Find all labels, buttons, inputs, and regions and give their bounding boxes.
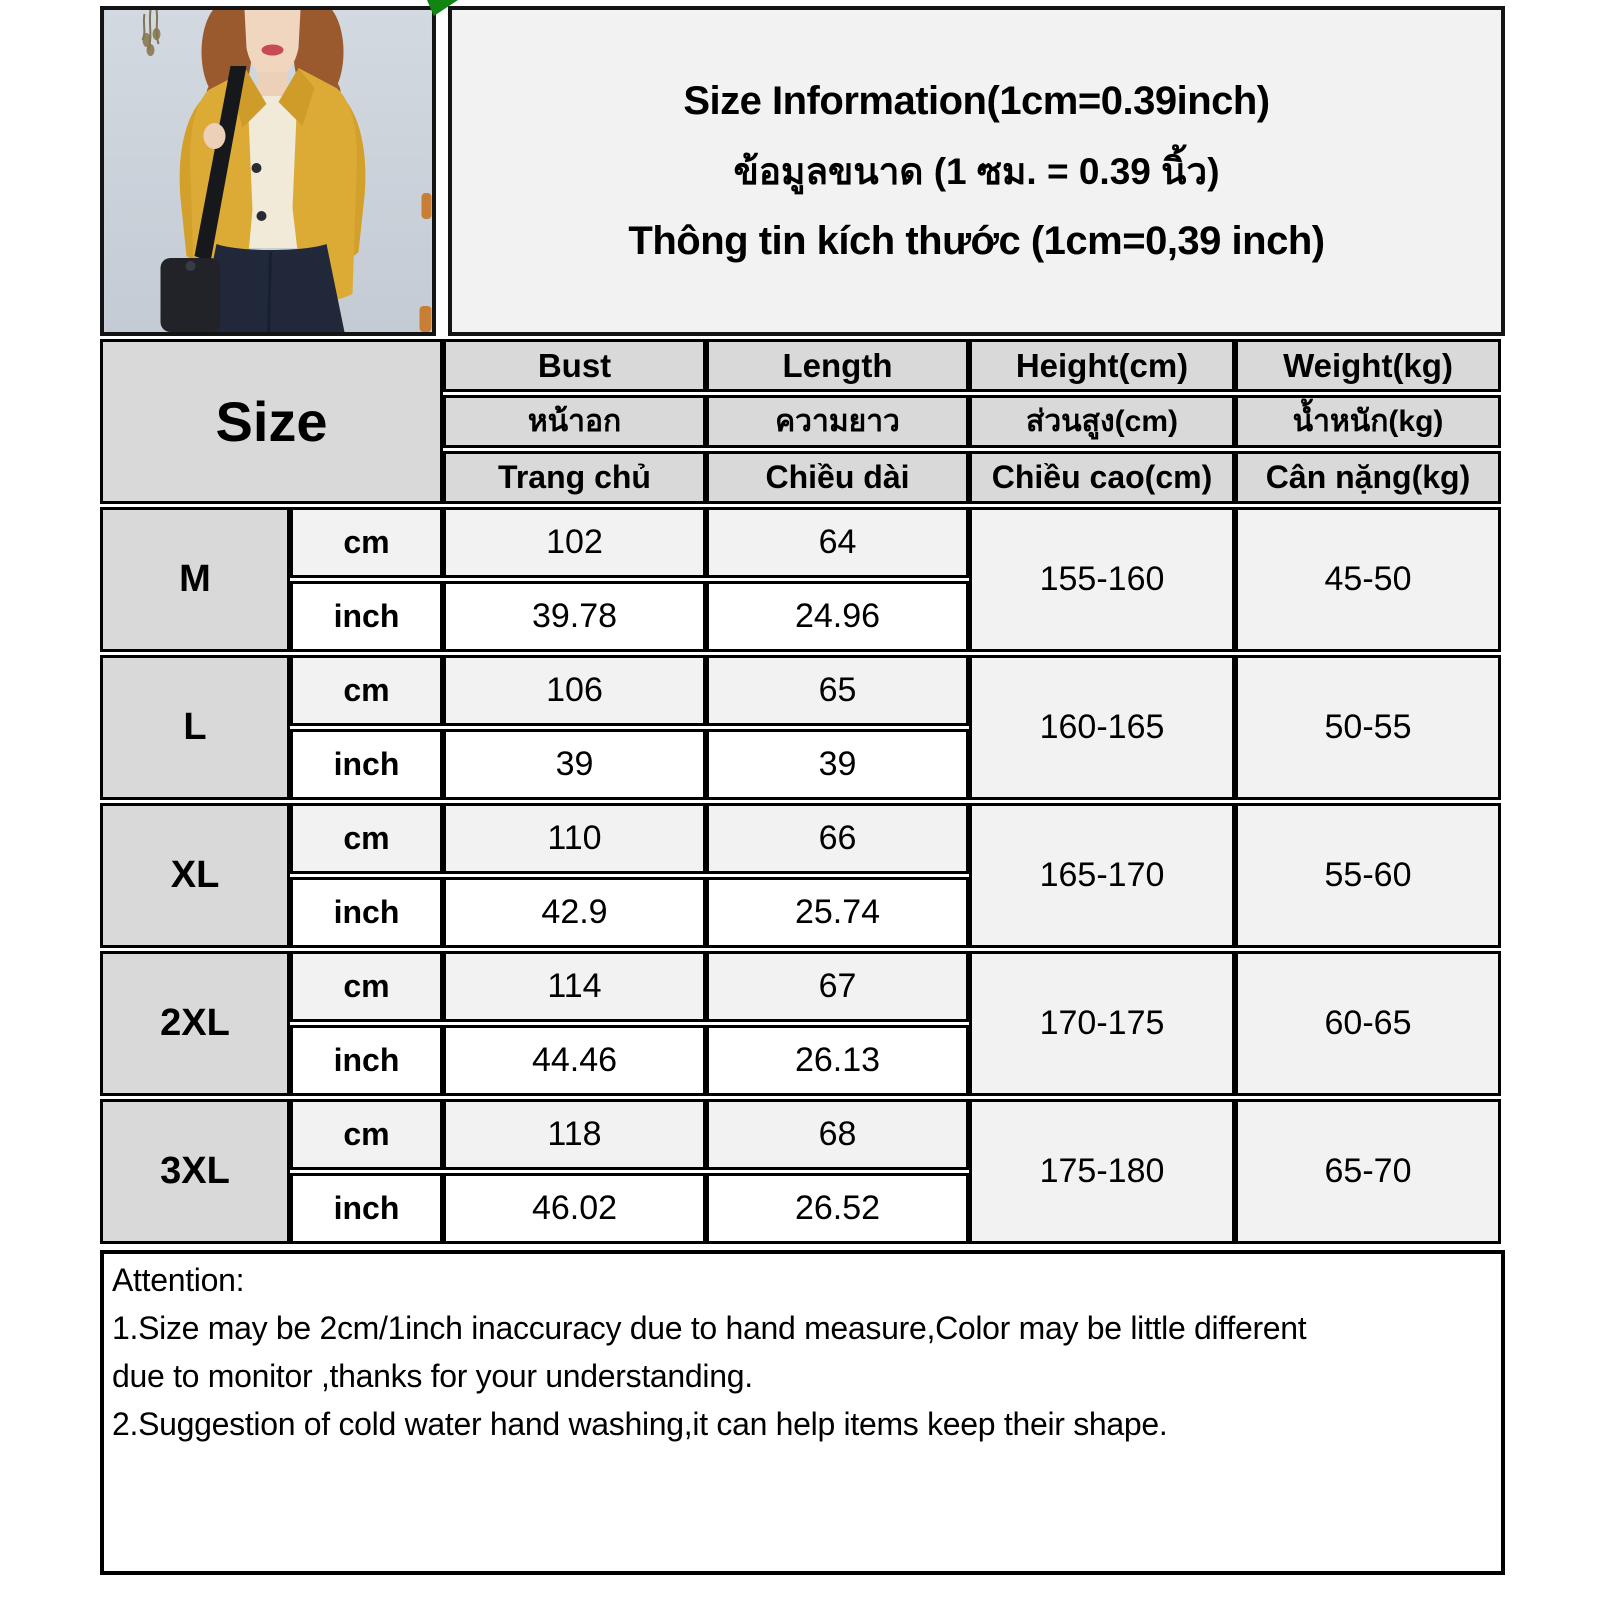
unit-cell: cm xyxy=(290,507,443,578)
title-line-vi: Thông tin kích thước (1cm=0,39 inch) xyxy=(628,218,1325,263)
height-range-cell: 160-165 xyxy=(969,655,1235,800)
height-range-cell: 155-160 xyxy=(969,507,1235,652)
height-range-cell: 175-180 xyxy=(969,1099,1235,1244)
content-area xyxy=(100,6,1505,1575)
header-weight-vi: Cân nặng(kg) xyxy=(1235,451,1501,504)
header-height-vi: Chiều cao(cm) xyxy=(969,451,1235,504)
product-photo-illustration xyxy=(104,10,432,332)
length-inch-cell: 26.52 xyxy=(706,1173,969,1244)
height-range-cell: 165-170 xyxy=(969,803,1235,948)
size-corner-cell: Size xyxy=(100,339,443,504)
bust-cm-cell: 102 xyxy=(443,507,706,578)
size-label-cell: 3XL xyxy=(100,1099,290,1244)
length-cm-cell: 65 xyxy=(706,655,969,726)
length-inch-cell: 24.96 xyxy=(706,581,969,652)
bust-inch-cell: 44.46 xyxy=(443,1025,706,1096)
weight-range-cell: 60-65 xyxy=(1235,951,1501,1096)
weight-range-cell: 55-60 xyxy=(1235,803,1501,948)
title-box xyxy=(448,6,1505,336)
attention-heading: Attention: xyxy=(112,1262,245,1298)
length-cm-cell: 68 xyxy=(706,1099,969,1170)
length-cm-cell: 66 xyxy=(706,803,969,874)
unit-cell: cm xyxy=(290,1099,443,1170)
size-table xyxy=(100,336,1501,1247)
bust-inch-cell: 46.02 xyxy=(443,1173,706,1244)
attention-line: due to monitor ,thanks for your understanding. xyxy=(112,1358,753,1394)
unit-cell: inch xyxy=(290,1173,443,1244)
attention-notes xyxy=(100,1250,1505,1575)
header-weight-th: น้ำหนัก(kg) xyxy=(1235,395,1501,448)
size-label-cell: L xyxy=(100,655,290,800)
header-height-en: Height(cm) xyxy=(969,339,1235,392)
unit-cell: cm xyxy=(290,803,443,874)
bust-cm-cell: 118 xyxy=(443,1099,706,1170)
header-height-th: ส่วนสูง(cm) xyxy=(969,395,1235,448)
unit-cell: inch xyxy=(290,581,443,652)
header-bust-th: หน้าอก xyxy=(443,395,706,448)
title-line-th: ข้อมูลขนาด (1 ซม. = 0.39 นิ้ว) xyxy=(733,150,1220,192)
header-bust-en: Bust xyxy=(443,339,706,392)
height-range-cell: 170-175 xyxy=(969,951,1235,1096)
unit-cell: inch xyxy=(290,1025,443,1096)
header-length-en: Length xyxy=(706,339,969,392)
unit-cell: cm xyxy=(290,655,443,726)
unit-cell: cm xyxy=(290,951,443,1022)
product-photo xyxy=(100,6,436,336)
size-label-cell: XL xyxy=(100,803,290,948)
length-inch-cell: 26.13 xyxy=(706,1025,969,1096)
header-length-th: ความยาว xyxy=(706,395,969,448)
header-bust-vi: Trang chủ xyxy=(443,451,706,504)
header-weight-en: Weight(kg) xyxy=(1235,339,1501,392)
unit-cell: inch xyxy=(290,877,443,948)
bust-inch-cell: 39 xyxy=(443,729,706,800)
top-section xyxy=(100,6,1505,336)
weight-range-cell: 65-70 xyxy=(1235,1099,1501,1244)
unit-cell: inch xyxy=(290,729,443,800)
length-cm-cell: 67 xyxy=(706,951,969,1022)
length-cm-cell: 64 xyxy=(706,507,969,578)
attention-line: 1.Size may be 2cm/1inch inaccuracy due to hand measure,Color may be little different xyxy=(112,1310,1307,1346)
bust-cm-cell: 106 xyxy=(443,655,706,726)
bust-cm-cell: 110 xyxy=(443,803,706,874)
attention-line: 2.Suggestion of cold water hand washing,it can help items keep their shape. xyxy=(112,1406,1168,1442)
size-label-cell: M xyxy=(100,507,290,652)
bust-inch-cell: 42.9 xyxy=(443,877,706,948)
length-inch-cell: 39 xyxy=(706,729,969,800)
header-length-vi: Chiều dài xyxy=(706,451,969,504)
title-line-en: Size Information(1cm=0.39inch) xyxy=(683,78,1270,123)
size-label-cell: 2XL xyxy=(100,951,290,1096)
weight-range-cell: 50-55 xyxy=(1235,655,1501,800)
weight-range-cell: 45-50 xyxy=(1235,507,1501,652)
length-inch-cell: 25.74 xyxy=(706,877,969,948)
bust-cm-cell: 114 xyxy=(443,951,706,1022)
bust-inch-cell: 39.78 xyxy=(443,581,706,652)
